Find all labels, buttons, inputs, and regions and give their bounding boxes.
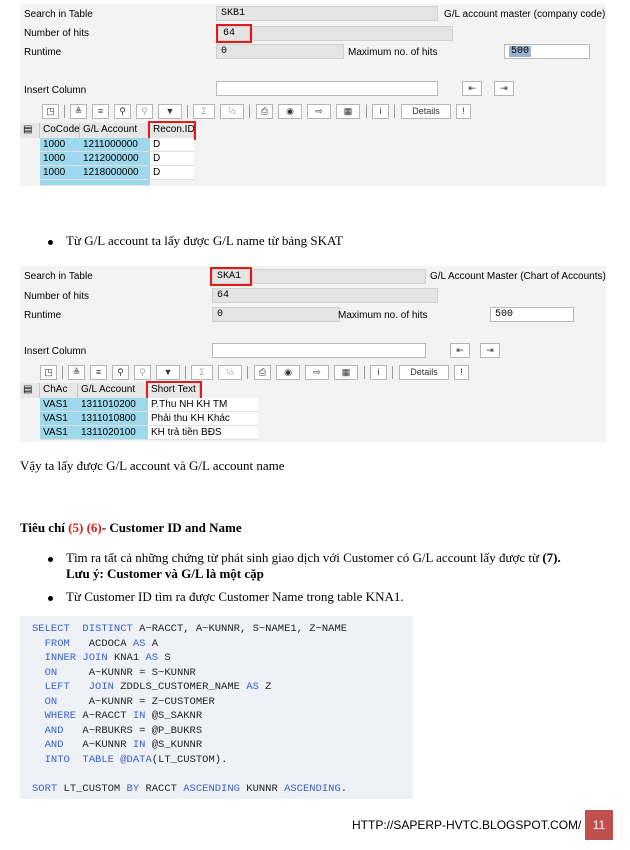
info-icon[interactable]: i	[372, 104, 389, 119]
table-row: D	[150, 166, 194, 180]
max-hits-label: Maximum no. of hits	[348, 47, 438, 58]
col-header-recon-id[interactable]: Recon.ID	[150, 123, 194, 138]
bullet-skat: Từ G/L account ta lấy được G/L name từ bảng SKAT	[66, 233, 343, 248]
code-line: LEFT JOIN ZDDLS_CUSTOMER_NAME AS Z	[32, 681, 272, 693]
code-block	[20, 616, 413, 799]
filter-icon[interactable]: ▼	[158, 104, 182, 119]
print-icon[interactable]: ⎙	[256, 104, 273, 119]
bullet-kna1: Từ Customer ID tìm ra được Customer Name trong table KNA1.	[66, 589, 404, 604]
insert-column-input[interactable]	[216, 81, 438, 96]
col-header-short-text[interactable]: Short Text	[148, 383, 200, 398]
table-name-field[interactable]: SKB1	[216, 6, 438, 21]
lightbulb-icon[interactable]: !	[454, 365, 469, 380]
table-row: D	[150, 138, 194, 152]
insert-column-label: Insert Column	[24, 346, 87, 357]
sort-desc-icon[interactable]: ≡	[90, 365, 107, 380]
table-description: G/L account master (company code)	[444, 9, 606, 20]
search-in-table-label: Search in Table	[24, 271, 93, 282]
result-grid	[20, 383, 606, 442]
code-line: ON A~KUNNR = Z~CUSTOMER	[32, 695, 215, 708]
table-row: D	[150, 152, 194, 166]
details-button[interactable]	[399, 365, 449, 380]
col-header-gl-account[interactable]: G/L Account	[78, 383, 148, 398]
sort-asc-icon[interactable]: ≜	[70, 104, 87, 119]
table-description: G/L Account Master (Chart of Accounts)	[430, 271, 606, 282]
footer-url[interactable]: HTTP://SAPERP-HVTC.BLOGSPOT.COM/	[352, 818, 582, 832]
insert-left-button[interactable]: ⇤	[462, 81, 482, 96]
bullet-customer-docs-note: Lưu ý: Customer và G/L là một cặp	[66, 566, 264, 581]
info-icon[interactable]: i	[370, 365, 387, 380]
export-icon[interactable]: ⇨	[305, 365, 329, 380]
hits-field-rest	[252, 26, 453, 41]
lightbulb-icon[interactable]: !	[456, 104, 471, 119]
bullet-dot	[48, 240, 53, 245]
search-in-table-label: Search in Table	[24, 9, 93, 20]
subtotal-icon: ½	[218, 365, 242, 380]
table-field-rest	[252, 269, 426, 284]
bullet-dot	[48, 557, 53, 562]
section-number: (5) (6)	[68, 520, 102, 535]
table-row: KH trả tiền BĐS	[148, 426, 258, 440]
bullet-dot	[48, 596, 53, 601]
max-hits-label: Maximum no. of hits	[338, 310, 428, 321]
code-line: SORT LT_CUSTOM BY RACCT ASCENDING KUNNR ASCENDING.	[32, 782, 348, 795]
details-label: Details	[412, 106, 440, 116]
runtime-field: 0	[216, 44, 344, 59]
runtime-field: 0	[212, 307, 340, 322]
detail-icon[interactable]: ◳	[42, 104, 59, 119]
sort-desc-icon[interactable]: ≡	[92, 104, 109, 119]
table-row: 1000	[40, 138, 80, 152]
filter-icon[interactable]: ▼	[156, 365, 180, 380]
code-line: AND A~KUNNR IN @S_KUNNR	[32, 739, 203, 751]
hits-value-field: 64	[212, 288, 438, 303]
code-line: ON A~KUNNR = S~KUNNR	[32, 666, 196, 679]
table-row: VAS1	[40, 398, 78, 412]
insert-right-button[interactable]: ⇥	[494, 81, 514, 96]
views-icon[interactable]: ◉	[278, 104, 302, 119]
max-hits-input[interactable]	[504, 44, 590, 59]
conclusion-text: Vậy ta lấy được G/L account và G/L account name	[20, 458, 285, 473]
insert-column-label: Insert Column	[24, 85, 87, 96]
hits-value-field: 64	[218, 26, 250, 41]
result-grid	[20, 123, 606, 186]
detail-icon[interactable]: ◳	[40, 365, 57, 380]
find-next-icon: ⚲	[134, 365, 151, 380]
table-row: VAS1	[40, 412, 78, 426]
table-row: 1000	[40, 152, 80, 166]
print-icon[interactable]: ⎙	[254, 365, 271, 380]
max-hits-value: 500	[511, 46, 530, 57]
layout-icon[interactable]: ▦	[334, 365, 358, 380]
code-line: SELECT DISTINCT A~RACCT, A~KUNNR, S~NAME1, Z~NAME	[32, 623, 348, 635]
find-next-icon: ⚲	[136, 104, 153, 119]
find-icon[interactable]: ⚲	[112, 365, 129, 380]
bullet-customer-docs	[66, 550, 606, 582]
table-row-partial	[40, 180, 150, 186]
subtotal-icon: ½	[220, 104, 244, 119]
code-line: AND A~RBUKRS = @P_BUKRS	[32, 724, 203, 737]
table-row: P.Thu NH KH TM	[148, 398, 258, 412]
col-header-gl-account[interactable]: G/L Account	[80, 123, 150, 138]
code-line: INTO TABLE @DATA(LT_CUSTOM).	[32, 753, 228, 766]
views-icon[interactable]: ◉	[276, 365, 300, 380]
code-line: WHERE A~RACCT IN @S_SAKNR	[32, 710, 203, 722]
bullet-customer-docs-ref: (7).	[542, 550, 561, 565]
table-row: 1218000000	[80, 166, 150, 180]
section-heading	[20, 520, 242, 536]
find-icon[interactable]: ⚲	[114, 104, 131, 119]
sap-panel-ska1	[20, 266, 606, 442]
details-label: Details	[410, 367, 438, 377]
table-name-field[interactable]: SKA1	[212, 269, 250, 284]
insert-column-input[interactable]	[212, 343, 426, 358]
details-button[interactable]	[401, 104, 451, 119]
grid-select-icon[interactable]: ▤	[20, 123, 40, 138]
sum-icon: Σ	[191, 365, 213, 380]
code-line: FROM ACDOCA AS A	[32, 637, 159, 650]
runtime-label: Runtime	[24, 310, 62, 321]
table-row: VAS1	[40, 426, 78, 440]
col-header-chac[interactable]: ChAc	[40, 383, 78, 398]
code-line: INNER JOIN KNA1 AS S	[32, 652, 171, 664]
max-hits-input[interactable]: 500	[490, 307, 574, 322]
table-row: 1211000000	[80, 138, 150, 152]
insert-right-button[interactable]: ⇥	[480, 343, 500, 358]
section-prefix: Tiêu chí	[20, 520, 69, 535]
col-header-cocode[interactable]: CoCode	[40, 123, 80, 138]
sum-icon: Σ	[193, 104, 215, 119]
grid-select-icon[interactable]: ▤	[20, 383, 40, 398]
layout-icon[interactable]: ▦	[336, 104, 360, 119]
export-icon[interactable]: ⇨	[307, 104, 331, 119]
hits-label: Number of hits	[24, 291, 90, 302]
bullet-customer-docs-text: Tìm ra tất cả những chứng từ phát sinh giao dịch với Customer có G/L account lấy được từ	[66, 550, 543, 565]
table-row: 1311020100	[78, 426, 148, 440]
table-row: 1311010800	[78, 412, 148, 426]
page-number: 11	[585, 810, 613, 840]
table-row: 1212000000	[80, 152, 150, 166]
section-suffix: - Customer ID and Name	[101, 520, 242, 535]
runtime-label: Runtime	[24, 47, 62, 58]
insert-left-button[interactable]: ⇤	[450, 343, 470, 358]
table-row: Phải thu KH Khác	[148, 412, 258, 426]
table-row: 1000	[40, 166, 80, 180]
sap-panel-skb1	[20, 4, 606, 186]
table-row: 1311010200	[78, 398, 148, 412]
hits-label: Number of hits	[24, 28, 90, 39]
sort-asc-icon[interactable]: ≜	[68, 365, 85, 380]
